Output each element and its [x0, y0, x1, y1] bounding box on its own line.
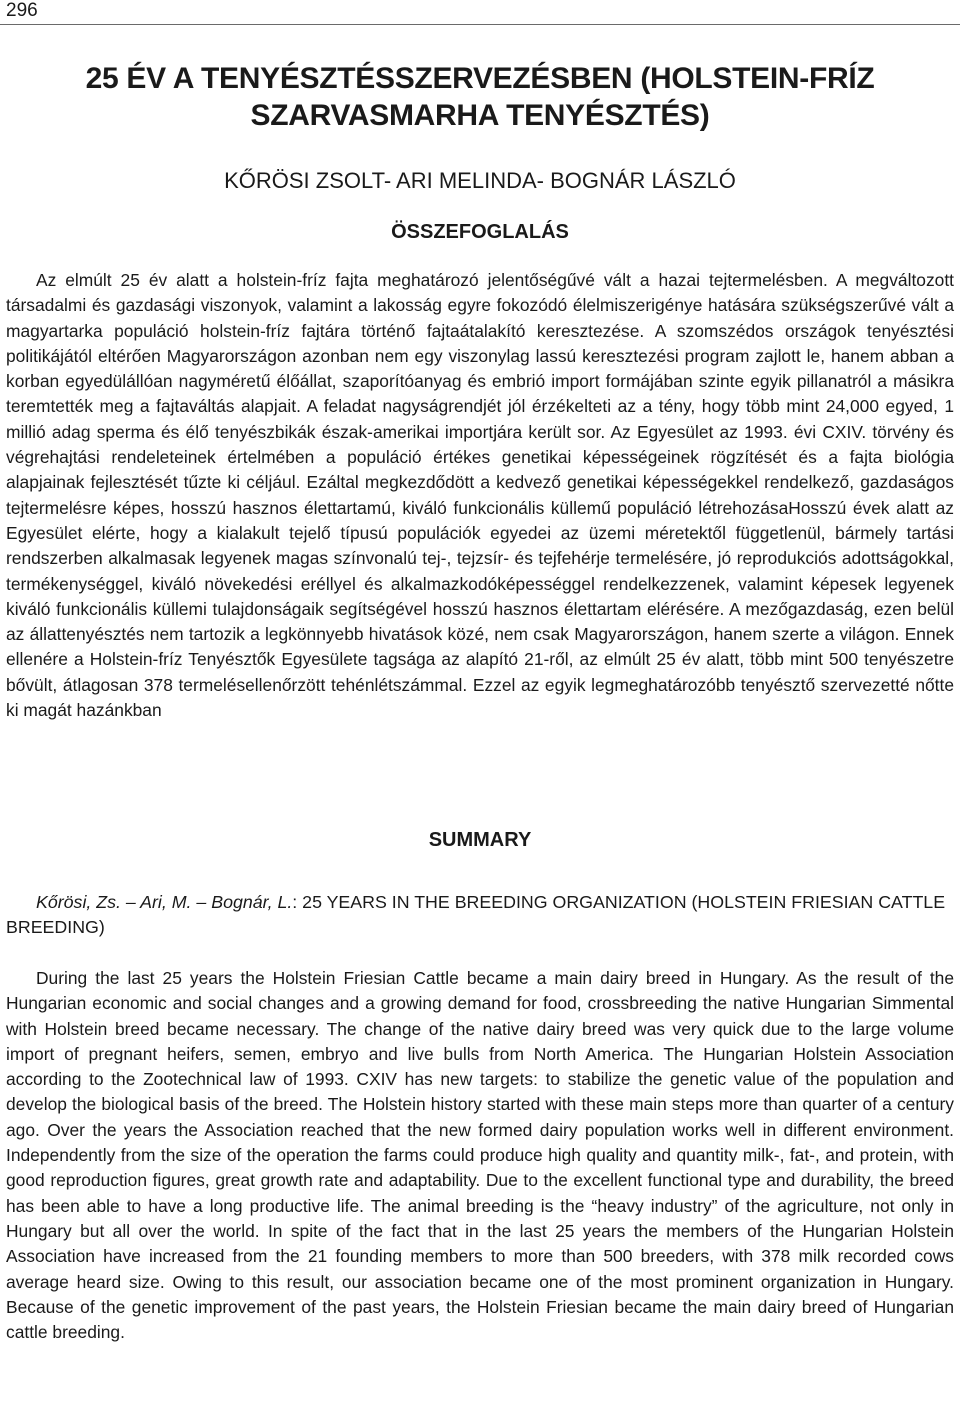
article-title: [0, 60, 960, 134]
citation-authors: Kőrösi, Zs. – Ari, M. – Bognár, L.: [36, 892, 293, 912]
header-rule: [0, 24, 960, 25]
article-title-line-2: SZARVASMARHA TENYÉSZTÉS): [250, 99, 710, 132]
summary-hu-heading: ÖSSZEFOGLALÁS: [391, 221, 569, 243]
summary-en-heading: SUMMARY: [428, 829, 532, 851]
citation-title: : 25 YEARS IN THE BREEDING ORGANIZATION (HOLSTEIN FRIESIAN CATTLE BREEDING): [6, 892, 946, 938]
summary-hu-body: Az elmúlt 25 év alatt a holstein-fríz fajta meghatározó jelentőségűvé vált a hazai tejtermelésben. A megváltozott társadalmi és gazdasági viszonyok, valamint a lakosság egyre fokozódó élelmiszerigénye hatására szükségszerűvé vált a magyartarka populáció holstein-fríz fajtára történő fajtaátalakító keresztezése. A szomszédos országok tenyésztési politikájától eltérően Magyarországon azonban nem egy viszonylag lassú keresztezési program zajlott le, hanem abban a korban egyedülállóan nagyméretű élőállat, szaporítóanyag és embrió import formájában szinte egyik pillanatról a másikra teremtették meg a fajtaváltás alapjait. A feladat nagyságrendjét jól érzékelteti az a tény, hogy több mint 24,000 egyed, 1 millió adag sperma és élő tenyészbikák észak-amerikai importjára került sor. Az Egyesület az 1993. évi CXIV. törvény és végrehajtási rendeleteinek értelmében a populáció értékes genetikai képességeinek rögzítését és a fajta biológia alapjainak fejlesztését tűzte ki céljául. Ezáltal megkezdődött a kedvező genetikai képességekkel rendelkező, gazdaságos tejtermelésre képes, hosszú hasznos élettartamú, kiváló funkcionális küllemű populáció létrehozásaHosszú évek alatt az Egyesület elérte, hogy a kialakult tejelő típusú populációk egyedei az üzemi méretektől függetlenül, bármely tartási rendszerben alkalmasak legyenek magas színvonalú tej-, tejzsír- és tejfehérje termelésére, jó reprodukciós adottságokkal, termékenységgel, kiváló növekedési eréllyel és alkalmazkodóképességgel rendelkezzenek, valamint képesek legyenek kiváló funkcionális küllemi tulajdonságaik segítségével hosszú hasznos élettartam elérésére. A mezőgazdaság, ezen belül az állattenyésztés nem tartozik a legkönnyebb hivatások közé, nem csak Magyarországon, hanem szerte a világon. Ennek ellenére a Holstein-fríz Tenyésztők Egyesülete tagsága az alapító 21-ről, az elmúlt 25 év alatt, több mint 500 tenyészetre bővült, átlagosan 378 termelésellenőrzött tehénlétszámmal. Ezzel az egyik legmeghatározóbb tenyésztő szervezetté nőtte ki magát hazánkban: [6, 270, 954, 721]
author-list: KŐRÖSI ZSOLT- ARI MELINDA- BOGNÁR LÁSZLÓ: [224, 168, 736, 193]
summary-en-body: During the last 25 years the Holstein Friesian Cattle became a main dairy breed in Hungary. As the result of the Hungarian economic and social changes and a growing demand for food, crossbreeding the native Hungarian Simmental with Holstein breed became necessary. The change of the native dairy breed was very quick due to the large volume import of pregnant heifers, semen, embryo and live bulls from North America. The Hungarian Holstein Association according to the Zootechnical law of 1993. CXIV has new targets: to stabilize the genetic value of the population and develop the biological basis of the breed. The Holstein history started with these main steps more than quarter of a century ago. Over the years the Association reached that the new formed dairy population works well in different environment. Independently from the size of the operation the farms could produce high quality and quantity milk-, fat-, and protein, with good reproduction figures, great growth rate and adaptability. Due to the excellent functional type and durability, the breed has been able to have a long productive life. The animal breeding is the “heavy industry” of the agriculture, not only in Hungary but all over the world. In spite of the fact that in the last 25 years the members of the Hungarian Holstein Association have increased from the 21 founding members to more than 500 breeders, with 378 milk recorded cows average heard size. Owing to this result, our association became one of the most prominent organization in Hungary. Because of the genetic improvement of the past years, the Holstein Friesian became the main dairy breed of Hungarian cattle breeding.: [6, 968, 954, 1343]
summary-en-citation: [6, 890, 954, 941]
article-title-line-1: 25 ÉV A TENYÉSZTÉSSZERVEZÉSBEN (HOLSTEIN-FRÍZ: [85, 62, 875, 95]
page-number: 296: [6, 0, 38, 21]
